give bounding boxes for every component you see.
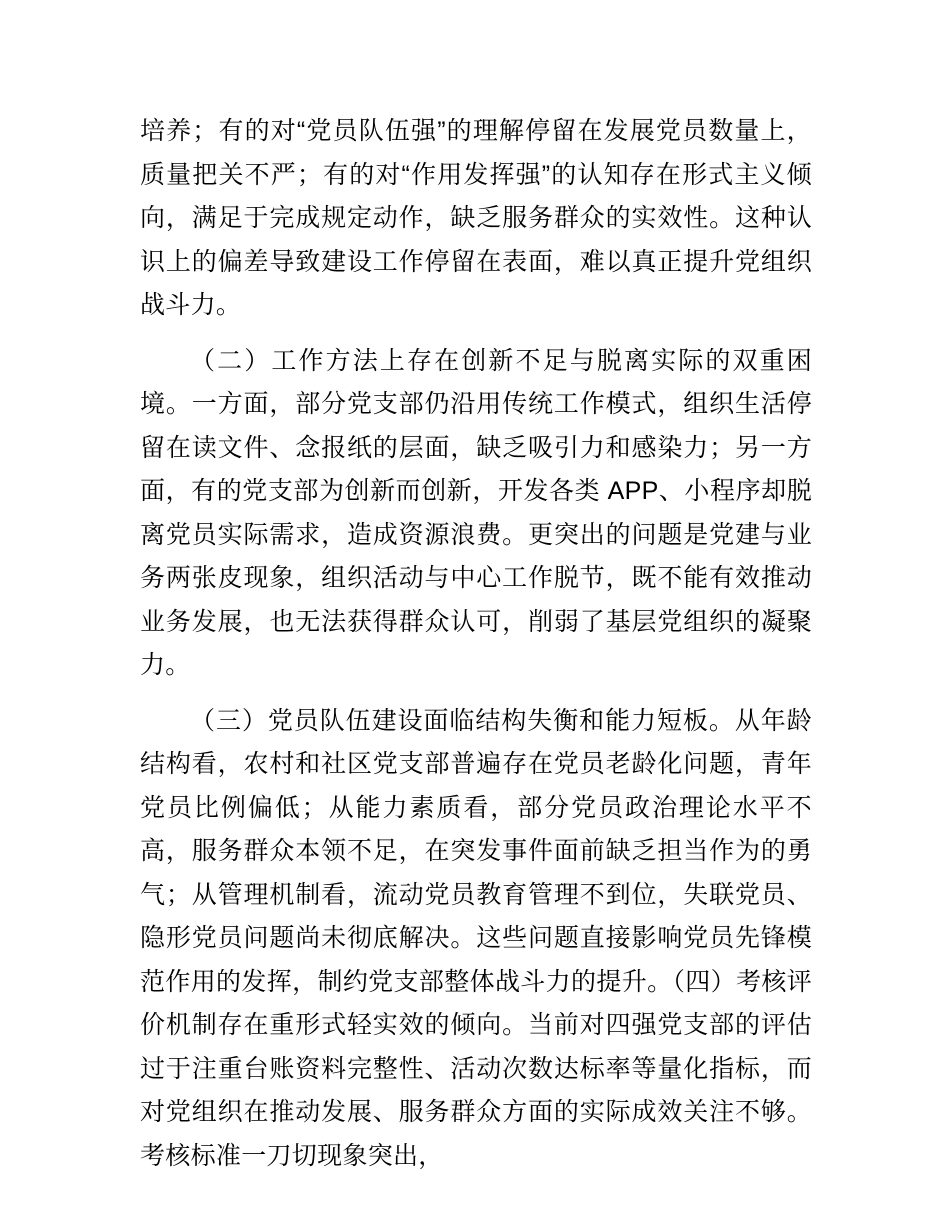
paragraph-continuation: 培养；有的对“党员队伍强”的理解停留在发展党员数量上，质量把关不严；有的对“作用发挥强”的认知存在形式主义倾向，满足于完成规定动作，缺乏服务群众的实效性。这种认识上的偏差导致建设工作停留在表面，难以真正提升党组织战斗力。 <box>140 117 812 319</box>
paragraph-section-3-4: （三）党员队伍建设面临结构失衡和能力短板。从年龄结构看，农村和社区党支部普遍存在党员老龄化问题，青年党员比例偏低；从能力素质看，部分党员政治理论水平不高，服务群众本领不足，在突发事件面前缺乏担当作为的勇气；从管理机制看，流动党员教育管理不到位，失联党员、隐形党员问题尚未彻底解决。这些问题直接影响党员先锋模范作用的发挥，制约党支部整体战斗力的提升。（四）考核评价机制存在重形式轻实效的倾向。当前对四强党支部的评估过于注重台账资料完整性、活动次数达标率等量化指标，而对党组织在推动发展、服务群众方面的实际成效关注不够。考核标准一刀切现象突出， <box>140 706 812 1170</box>
paragraph-section-2: （二）工作方法上存在创新不足与脱离实际的双重困境。一方面，部分党支部仍沿用传统工作模式，组织生活停留在读文件、念报纸的层面，缺乏吸引力和感染力；另一方面，有的党支部为创新而创新，开发各类 APP、小程序却脱离党员实际需求，造成资源浪费。更突出的问题是党建与业务两张皮现象，组织活动与中心工作脱节，既不能有效推动业务发展，也无法获得群众认可，削弱了基层党组织的凝聚力。 <box>140 346 812 679</box>
